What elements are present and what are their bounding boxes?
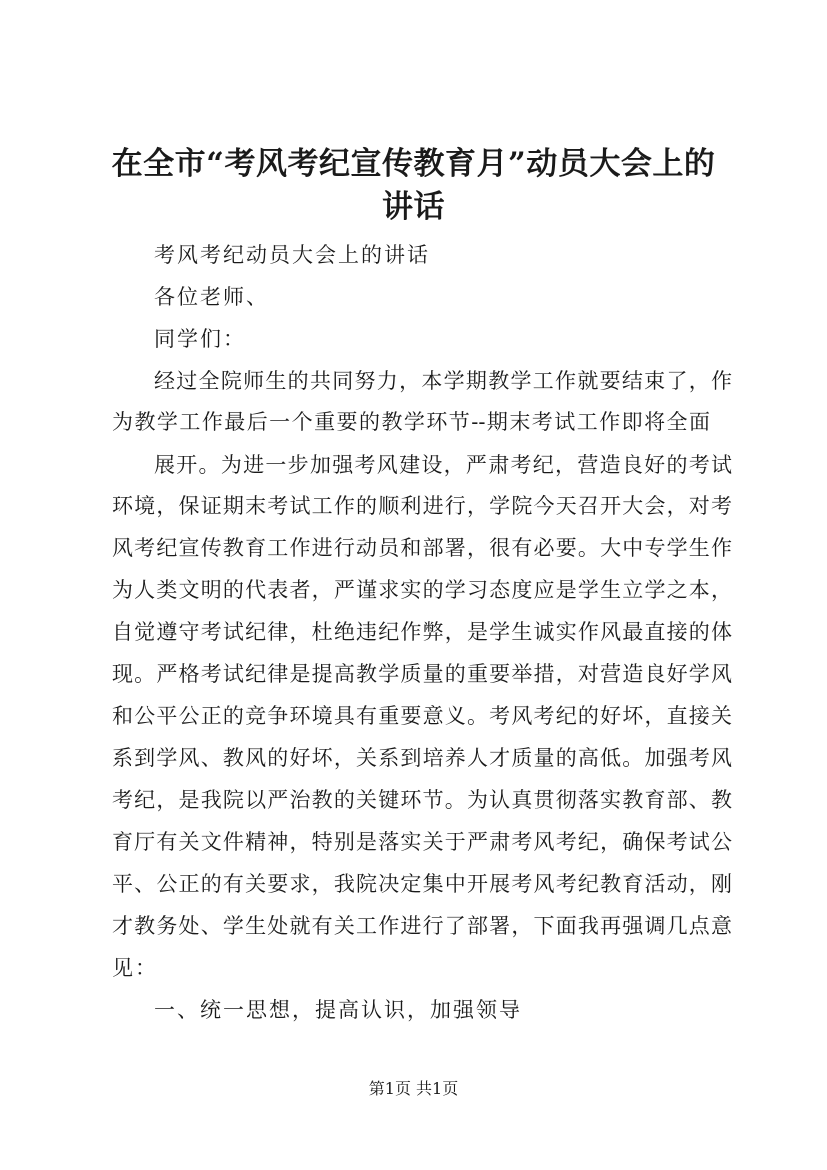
paragraph-2-line-13: 见：	[112, 956, 158, 980]
paragraph-2-line-10: 育厅有关文件精神，特别是落实关于严肃考风考纪，确保考试公	[112, 830, 732, 854]
salutation-line-1: 各位老师、	[154, 285, 269, 309]
paragraph-1-line-2: 为教学工作最后一个重要的教学环节--期末考试工作即将全面	[112, 410, 710, 434]
paragraph-2-line-4: 为人类文明的代表者，严谨求实的学习态度应是学生立学之本，	[112, 578, 732, 602]
paragraph-2-line-6: 现。严格考试纪律是提高教学质量的重要举措，对营造良好学风	[112, 662, 732, 686]
paragraph-2-line-9: 考纪，是我院以严治教的关键环节。为认真贯彻落实教育部、教	[112, 788, 732, 812]
title-line-1: 在全市“考风考纪宣传教育月”动员大会上的	[111, 146, 716, 182]
paragraph-1-line-1: 经过全院师生的共同努力，本学期教学工作就要结束了，作	[154, 369, 732, 393]
document-title	[100, 143, 727, 229]
paragraph-2-line-2: 环境，保证期末考试工作的顺利进行，学院今天召开大会，对考	[112, 494, 732, 518]
paragraph-2-line-1: 展开。为进一步加强考风建设，严肃考纪，营造良好的考试	[154, 453, 732, 477]
paragraph-2-line-11: 平、公正的有关要求，我院决定集中开展考风考纪教育活动，刚	[112, 872, 732, 896]
page-footer: 第1页 共1页	[368, 1079, 459, 1098]
title-line-2: 讲话	[382, 189, 445, 225]
subtitle: 考风考纪动员大会上的讲话	[154, 243, 430, 267]
paragraph-2-line-8: 系到学风、教风的好坏，关系到培养人才质量的高低。加强考风	[112, 746, 732, 770]
paragraph-2-line-7: 和公平公正的竞争环境具有重要意义。考风考纪的好坏，直接关	[112, 704, 732, 728]
section-heading-1: 一、统一思想，提高认识，加强领导	[154, 998, 522, 1022]
paragraph-2-line-3: 风考纪宣传教育工作进行动员和部署，很有必要。大中专学生作	[112, 536, 732, 560]
paragraph-2-line-12: 才教务处、学生处就有关工作进行了部署，下面我再强调几点意	[112, 914, 732, 938]
paragraph-2-line-5: 自觉遵守考试纪律，杜绝违纪作弊，是学生诚实作风最直接的体	[112, 620, 732, 644]
salutation-line-2: 同学们：	[154, 327, 246, 351]
